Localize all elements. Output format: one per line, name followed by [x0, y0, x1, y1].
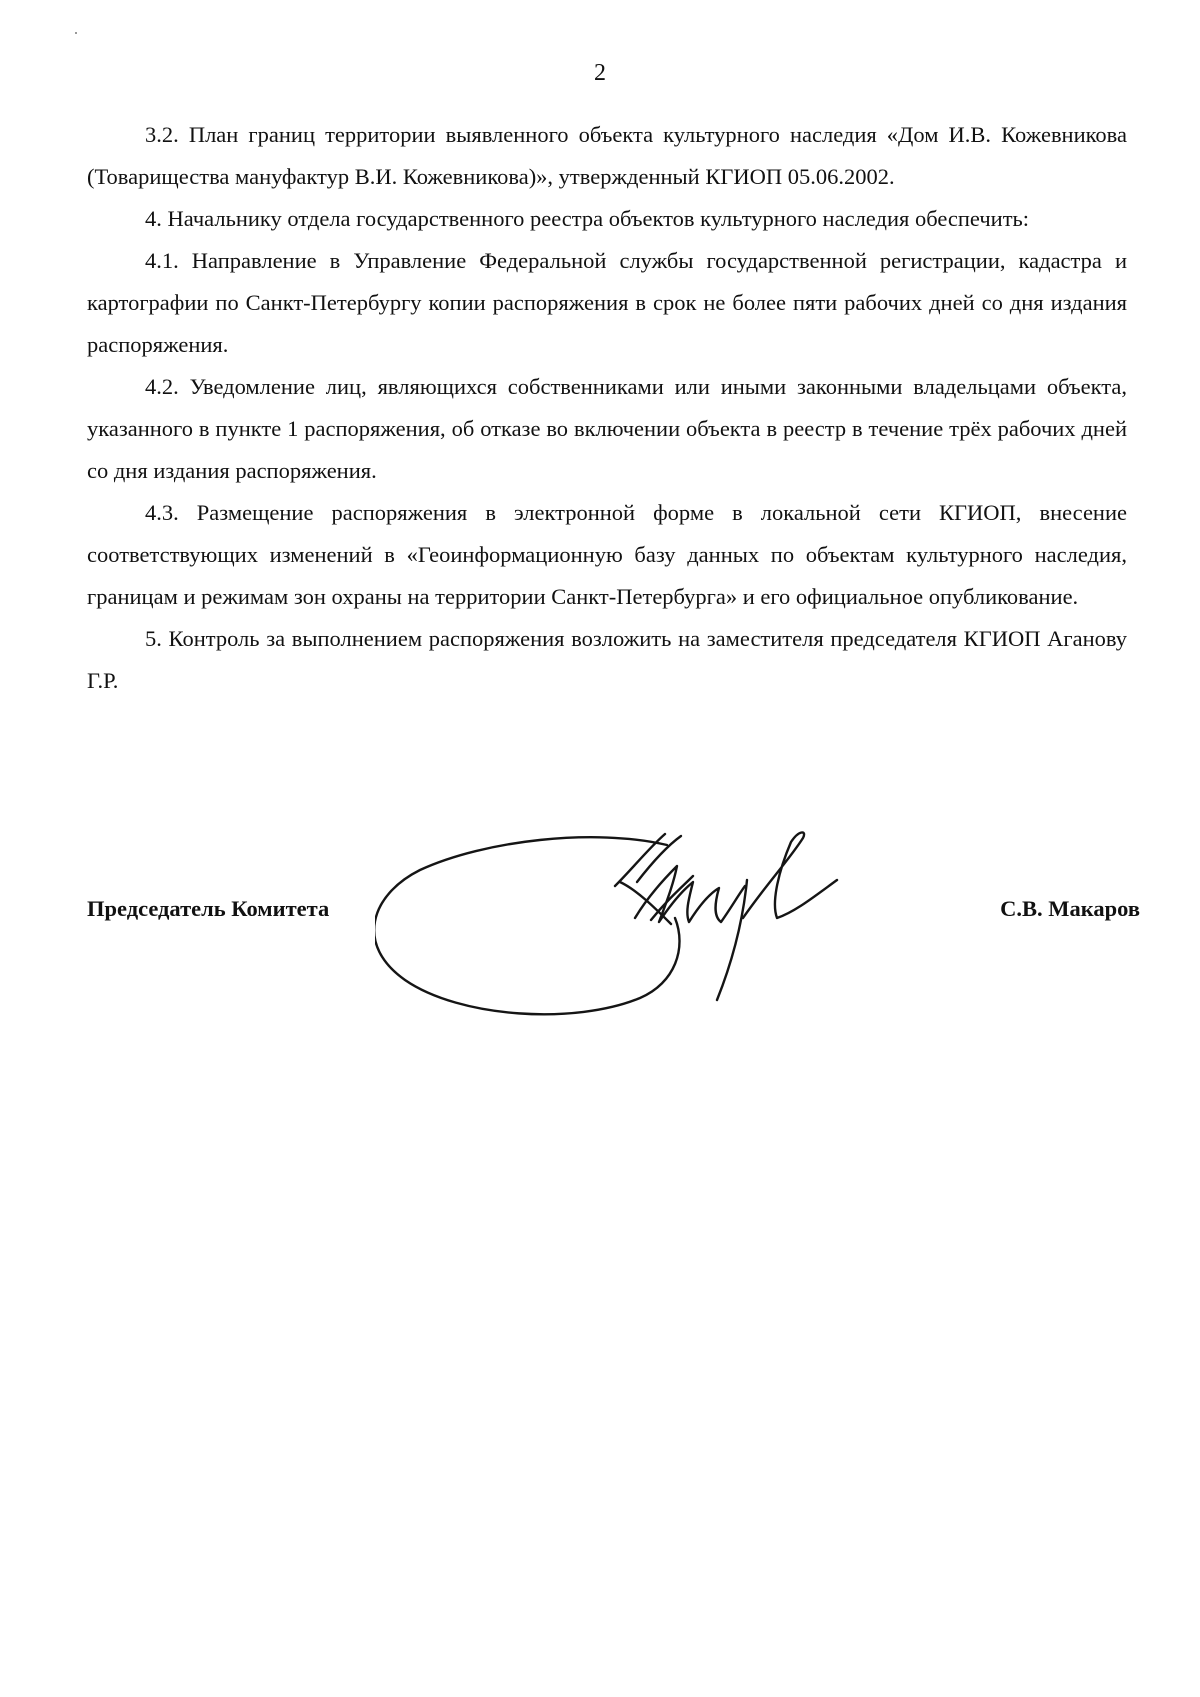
signature-block — [0, 820, 1200, 1050]
page-number: 2 — [594, 60, 606, 86]
document-body — [87, 114, 1127, 702]
scan-dot — [75, 32, 77, 34]
signatory-title: Председатель Комитета — [87, 896, 330, 921]
paragraph-4-2: 4.2. Уведомление лиц, являющихся собственниками или иными законными владельцами объекта, указанного в пункте 1 распоряжения, об отказе во включении объекта в реестр в течение трёх рабочих дней со дня издания распоряжения. — [87, 374, 1127, 483]
paragraph-5: 5. Контроль за выполнением распоряжения возложить на заместителя председателя КГИОП Аганову Г.Р. — [87, 626, 1127, 693]
paragraph-4-1: 4.1. Направление в Управление Федеральной службы государственной регистрации, кадастра и картографии по Санкт-Петербургу копии распоряжения в срок не более пяти рабочих дней со дня издания распоряжения. — [87, 248, 1127, 357]
paragraph-4-3: 4.3. Размещение распоряжения в электронной форме в локальной сети КГИОП, внесение соответствующих изменений в «Геоинформационную базу данных по объектам культурного наследия, границам и режимам зон охраны на территории Санкт-Петербурга» и его официальное опубликование. — [87, 500, 1127, 609]
handwritten-signature — [375, 820, 915, 1050]
signatory-name: С.В. Макаров — [1000, 896, 1140, 921]
paragraph-4: 4. Начальнику отдела государственного реестра объектов культурного наследия обеспечить: — [145, 206, 1030, 231]
paragraph-3-2: 3.2. План границ территории выявленного объекта культурного наследия «Дом И.В. Кожевникова (Товарищества мануфактур В.И. Кожевникова)», утвержденный КГИОП 05.06.2002. — [87, 122, 1127, 189]
